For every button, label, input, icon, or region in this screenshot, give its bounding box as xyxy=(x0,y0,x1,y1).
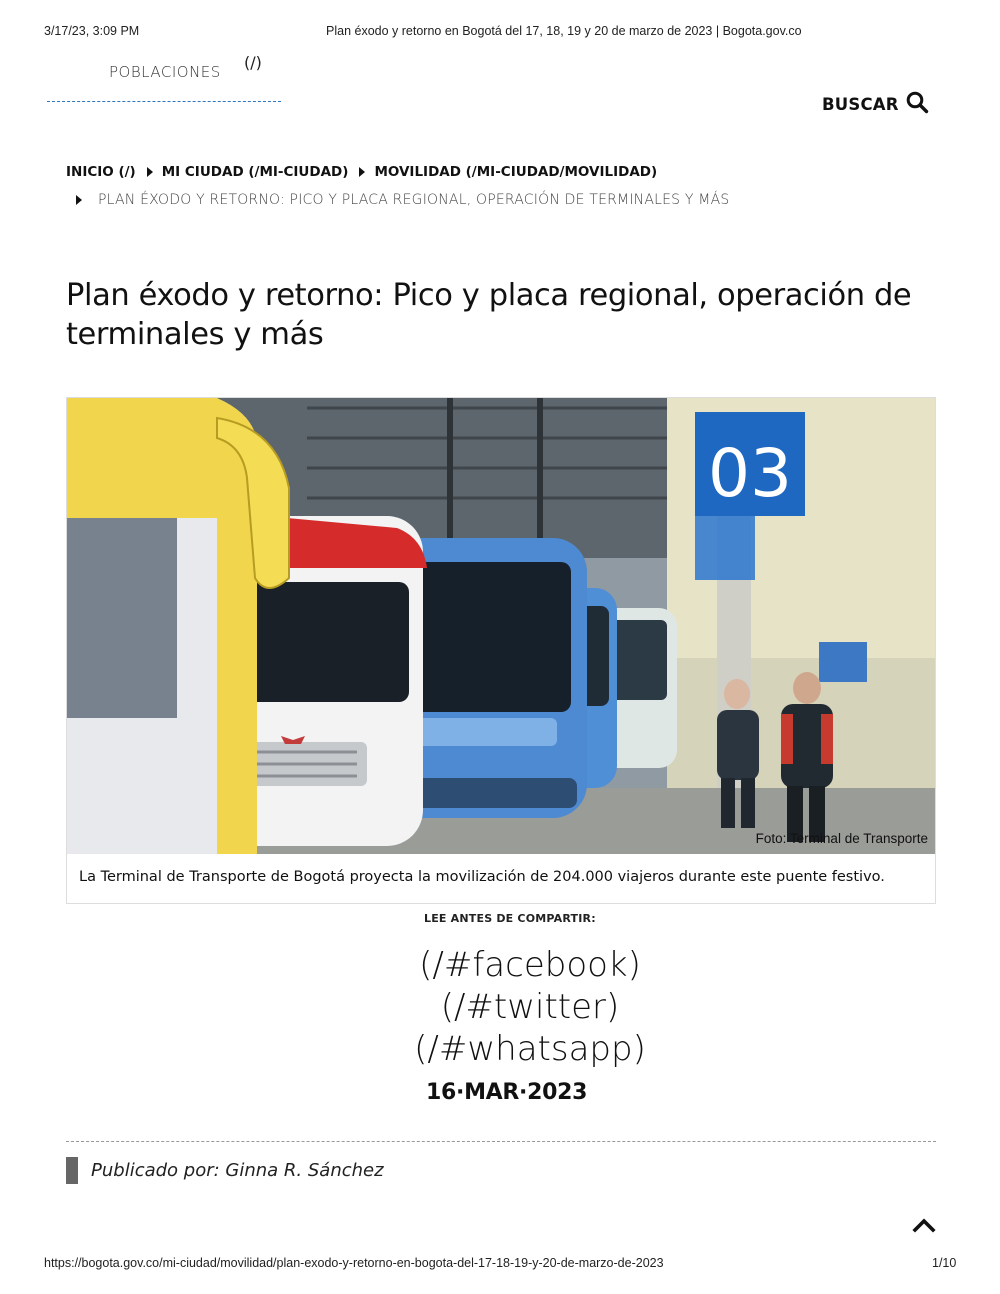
content-divider xyxy=(66,1141,936,1142)
search-label: BUSCAR xyxy=(822,94,899,114)
publisher-bar xyxy=(66,1157,78,1184)
share-facebook-link[interactable]: (/#facebook) xyxy=(419,945,641,985)
photo-caption: La Terminal de Transporte de Bogotá proyecta la movilización de 204.000 viajeros durante este puente festivo. xyxy=(79,869,885,885)
nav-poblaciones-link[interactable]: POBLACIONES xyxy=(109,63,221,81)
breadcrumb-mi-ciudad[interactable]: MI CIUDAD (/MI-CIUDAD) xyxy=(161,164,349,180)
breadcrumb-movilidad[interactable]: MOVILIDAD (/MI-CIUDAD/MOVILIDAD) xyxy=(374,164,658,180)
share-twitter-link[interactable]: (/#twitter) xyxy=(440,987,620,1027)
share-heading: LEE ANTES DE COMPARTIR: xyxy=(424,912,596,925)
publisher-block xyxy=(66,1156,384,1184)
article-figure xyxy=(66,397,936,904)
print-url: https://bogota.gov.co/mi-ciudad/movilidad/plan-exodo-y-retorno-en-bogota-del-17-18-19-y-20-de-marzo-de-2023 xyxy=(44,1256,664,1270)
page-title: Plan éxodo y retorno: Pico y placa regional, operación de terminales y más xyxy=(66,278,912,352)
nav-home-link[interactable]: (/) xyxy=(244,53,262,72)
share-links xyxy=(330,944,730,1070)
print-page-number: 1/10 xyxy=(932,1256,957,1270)
caret-right-icon xyxy=(147,167,153,177)
article-photo xyxy=(67,398,935,854)
breadcrumb-current: PLAN ÉXODO Y RETORNO: PICO Y PLACA REGIONAL, OPERACIÓN DE TERMINALES Y MÁS xyxy=(98,192,730,208)
breadcrumb xyxy=(66,162,936,210)
share-whatsapp-link[interactable]: (/#whatsapp) xyxy=(414,1029,646,1069)
published-by: Publicado por: Ginna R. Sánchez xyxy=(91,1159,384,1181)
print-datetime: 3/17/23, 3:09 PM xyxy=(44,24,140,38)
back-to-top-button[interactable] xyxy=(912,1215,936,1235)
breadcrumb-current-row xyxy=(66,190,936,210)
platform-sign-text: 03 xyxy=(708,435,792,512)
caret-right-icon xyxy=(359,167,365,177)
photo-credit: Foto: Terminal de Transporte xyxy=(755,831,928,846)
print-footer xyxy=(0,1256,1000,1272)
chevron-up-icon xyxy=(912,1215,936,1235)
print-header xyxy=(0,24,1000,40)
bus-terminal-photo xyxy=(67,398,935,854)
publication-date: 16·MAR·2023 xyxy=(426,1080,588,1105)
nav-divider xyxy=(47,101,281,102)
search-icon xyxy=(905,90,929,118)
print-page-title: Plan éxodo y retorno en Bogotá del 17, 18, 19 y 20 de marzo de 2023 | Bogota.gov.co xyxy=(326,24,802,38)
breadcrumb-links xyxy=(66,162,936,182)
search-button[interactable] xyxy=(822,91,929,117)
caret-right-icon xyxy=(76,195,82,205)
breadcrumb-inicio[interactable]: INICIO (/) xyxy=(66,164,136,180)
